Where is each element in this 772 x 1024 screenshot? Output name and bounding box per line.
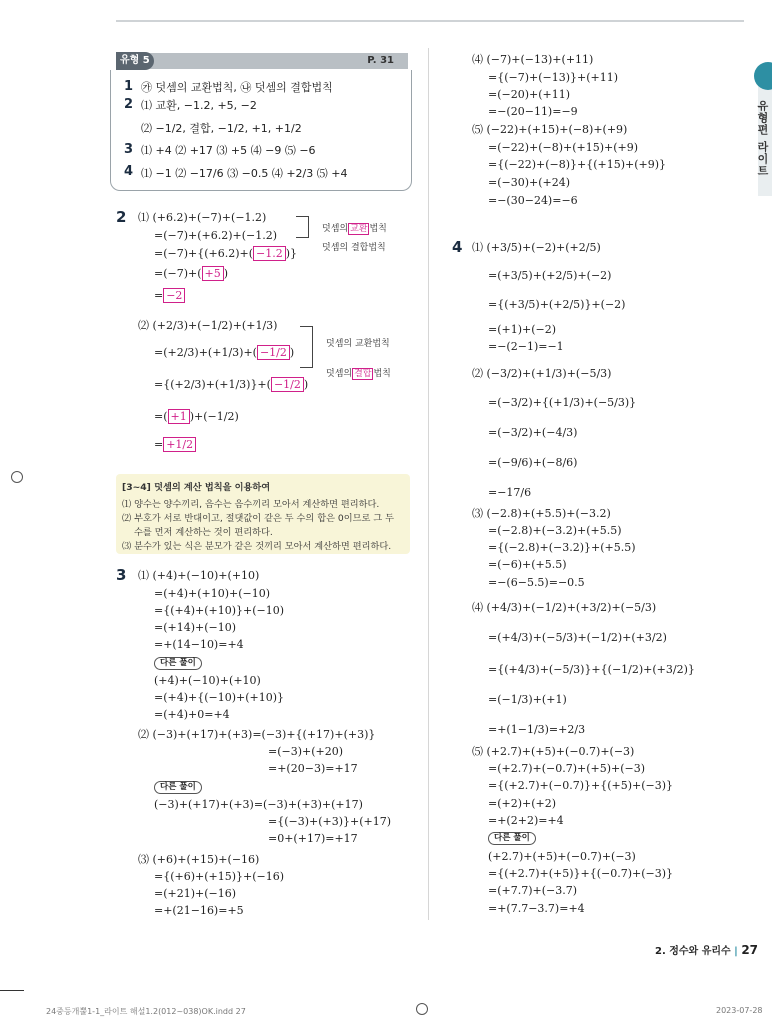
alt-solution-badge: 다른 풀이 <box>488 832 536 845</box>
blank-box: +1/2 <box>163 437 196 452</box>
p2-1-line-1: ⑴ (+6.2)+(−7)+(−1.2) <box>138 211 267 224</box>
alt-solution-badge: 다른 풀이 <box>154 781 202 794</box>
q4-1-line-4: =(+1)+(−2) <box>488 323 557 336</box>
q4-3-line-2: =(−2.8)+(−3.2)+(+5.5) <box>488 524 622 537</box>
q4-2-line-1: ⑵ (−3/2)+(+1/3)+(−5/3) <box>472 367 612 380</box>
p2-1-line-2: =(−7)+(+6.2)+(−1.2) <box>154 229 278 242</box>
q4-2-line-3: =(−3/2)+(−4/3) <box>488 426 578 439</box>
blank-box: −2 <box>163 288 185 303</box>
r5-line-2: =(−22)+(−8)+(+15)+(+9) <box>488 141 639 154</box>
q4-4-line-2: =(+4/3)+(−5/3)+(−1/2)+(+3/2) <box>488 631 667 644</box>
top-rule <box>116 20 744 22</box>
q4-5b-line-1: (+2.7)+(+5)+(−0.7)+(−3) <box>488 850 636 863</box>
r4-line-3: =(−20)+(+11) <box>488 88 571 101</box>
summary-q3-text: ⑴ +4 ⑵ +17 ⑶ +5 ⑷ −9 ⑸ −6 <box>141 144 316 157</box>
q4-1-line-5: =−(2−1)=−1 <box>488 340 564 353</box>
summary-q3-number: 3 <box>124 142 134 157</box>
p3-1-line-4: =(+14)+(−10) <box>154 621 237 634</box>
q4-3-line-4: =(−6)+(+5.5) <box>488 558 567 571</box>
p2-2-line-3: ={(+2/3)+(+1/3)}+( −1/2 ) <box>154 378 309 391</box>
p3-2b-line-3: =0+(+17)=+17 <box>268 832 358 845</box>
alt-solution-badge: 다른 풀이 <box>154 657 202 670</box>
side-tab-marker <box>754 62 772 90</box>
summary-q2-number: 2 <box>124 97 134 112</box>
q4-5b-line-2: ={(+2.7)+(+5)}+{(−0.7)+(−3)} <box>488 867 674 880</box>
r5-line-1: ⑸ (−22)+(+15)+(−8)+(+9) <box>472 123 628 136</box>
problem-4-number: 4 <box>452 238 463 256</box>
note-associative-law: 덧셈의 결합법칙 <box>322 243 386 253</box>
p2-2-line-1: ⑵ (+2/3)+(−1/2)+(+1/3) <box>138 319 278 332</box>
q4-2-line-2: =(−3/2)+{(+1/3)+(−5/3)} <box>488 396 637 409</box>
note-associative-law-2: 덧셈의 결합 법칙 <box>326 369 391 379</box>
type-header-bar <box>116 53 408 69</box>
r4-line-2: ={(−7)+(−13)}+(+11) <box>488 71 619 84</box>
p3-2-line-2: =(−3)+(+20) <box>268 745 344 758</box>
q4-2-line-4: =(−9/6)+(−8/6) <box>488 456 578 469</box>
p3-1b-line-3: =(+4)+0=+4 <box>154 708 230 721</box>
blank-box: +1 <box>168 409 190 424</box>
r5-line-3: ={(−22)+(−8)}+{(+15)+(+9)} <box>488 158 667 171</box>
tip-title: [3~4] 덧셈의 계산 법칙을 이용하여 <box>122 482 271 493</box>
summary-q2a-text: ⑴ 교환, −1.2, +5, −2 <box>141 99 257 112</box>
p3-1-line-3: ={(+4)+(+10)}+(−10) <box>154 604 285 617</box>
type-label: 유형 5 <box>116 52 154 70</box>
p3-3-line-2: ={(+6)+(+15)}+(−16) <box>154 870 285 883</box>
q4-5-line-3: ={(+2.7)+(−0.7)}+{(+5)+(−3)} <box>488 779 674 792</box>
r4-line-4: =−(20−11)=−9 <box>488 105 578 118</box>
blank-box: −1.2 <box>253 246 286 261</box>
p2-2-line-2: =(+2/3)+(+1/3)+( −1/2 ) <box>154 346 295 359</box>
p3-1b-line-1: (+4)+(−10)+(+10) <box>154 674 261 687</box>
problem-3-number: 3 <box>116 566 127 584</box>
q4-1-line-3: ={(+3/5)+(+2/5)}+(−2) <box>488 298 626 311</box>
q4-4-line-5: =+(1−1/3)=+2/3 <box>488 723 586 736</box>
side-tab-label: 유형편 라이트 <box>756 100 769 177</box>
q4-1-line-2: =(+3/5)+(+2/5)+(−2) <box>488 269 612 282</box>
file-name: 24중등개뿔1-1_라이트 해설1.2(012~038)OK.indd 27 <box>46 1007 246 1016</box>
r5-line-5: =−(30−24)=−6 <box>488 194 578 207</box>
tip-item-2: ⑵ 부호가 서로 반대이고, 절댓값이 같은 두 수의 합은 0이므로 그 두 <box>122 513 394 524</box>
summary-q2b-text: ⑵ −1/2, 결합, −1/2, +1, +1/2 <box>141 122 302 135</box>
r4-line-1: ⑷ (−7)+(−13)+(+11) <box>472 53 594 66</box>
registration-mark-icon <box>416 1003 428 1015</box>
q4-5-line-2: =(+2.7)+(−0.7)+(+5)+(−3) <box>488 762 646 775</box>
column-divider <box>428 48 429 920</box>
note-bracket <box>296 216 309 238</box>
p3-1-line-5: =+(14−10)=+4 <box>154 638 244 651</box>
blank-box: −1/2 <box>257 345 290 360</box>
p3-2-line-1: ⑵ (−3)+(+17)+(+3)=(−3)+{(+17)+(+3)} <box>138 728 376 741</box>
print-date: 2023-07-28 <box>716 1006 763 1015</box>
tip-item-2-cont: 수를 먼저 계산하는 것이 편리하다. <box>134 527 273 538</box>
p2-1-line-3: =(−7)+{(+6.2)+( −1.2 )} <box>154 247 298 260</box>
note-commutative-law-2: 덧셈의 교환법칙 <box>326 339 390 349</box>
q4-5-line-4: =(+2)+(+2) <box>488 797 557 810</box>
summary-q4-number: 4 <box>124 164 134 179</box>
q4-5-line-1: ⑸ (+2.7)+(+5)+(−0.7)+(−3) <box>472 745 635 758</box>
crop-mark <box>0 990 24 991</box>
q4-5b-line-3: =(+7.7)+(−3.7) <box>488 884 578 897</box>
p3-3-line-4: =+(21−16)=+5 <box>154 904 244 917</box>
p3-3-line-1: ⑶ (+6)+(+15)+(−16) <box>138 853 260 866</box>
q4-4-line-4: =(−1/3)+(+1) <box>488 693 567 706</box>
p2-2-line-4: =( +1 )+(−1/2) <box>154 410 239 423</box>
q4-5b-line-4: =+(7.7−3.7)=+4 <box>488 902 585 915</box>
q4-3-line-3: ={(−2.8)+(−3.2)}+(+5.5) <box>488 541 636 554</box>
p2-2-line-5: = +1/2 <box>154 437 196 453</box>
page-reference: P. 31 <box>367 55 394 66</box>
summary-q1-text: ㉮ 덧셈의 교환법칙, ㉯ 덧셈의 결합법칙 <box>141 81 333 94</box>
q4-5-line-5: =+(2+2)=+4 <box>488 814 564 827</box>
p3-2-line-3: =+(20−3)=+17 <box>268 762 358 775</box>
p3-1b-line-2: =(+4)+{(−10)+(+10)} <box>154 691 285 704</box>
summary-q1-number: 1 <box>124 79 134 94</box>
q4-3-line-5: =−(6−5.5)=−0.5 <box>488 576 585 589</box>
q4-3-line-1: ⑶ (−2.8)+(+5.5)+(−3.2) <box>472 507 611 520</box>
p3-3-line-3: =(+21)+(−16) <box>154 887 237 900</box>
blank-box: −1/2 <box>271 377 304 392</box>
p2-1-line-5: = −2 <box>154 288 185 304</box>
q4-4-line-3: ={(+4/3)+(−5/3)}+{(−1/2)+(+3/2)} <box>488 663 695 676</box>
p2-1-line-4: =(−7)+( +5 ) <box>154 267 229 280</box>
r5-line-4: =(−30)+(+24) <box>488 176 571 189</box>
note-commutative-law: 덧셈의 교환 법칙 <box>322 224 387 234</box>
note-bracket <box>300 326 313 368</box>
tip-item-1: ⑴ 양수는 양수끼리, 음수는 음수끼리 모아서 계산하면 편리하다. <box>122 499 380 510</box>
q4-4-line-1: ⑷ (+4/3)+(−1/2)+(+3/2)+(−5/3) <box>472 601 657 614</box>
p3-1-line-1: ⑴ (+4)+(−10)+(+10) <box>138 569 260 582</box>
summary-q4-text: ⑴ −1 ⑵ −17/6 ⑶ −0.5 ⑷ +2/3 ⑸ +4 <box>141 167 348 180</box>
chapter-footer: 2. 정수와 유리수 | 27 <box>655 943 759 957</box>
p3-2b-line-2: ={(−3)+(+3)}+(+17) <box>268 815 392 828</box>
problem-2-number: 2 <box>116 208 127 226</box>
tip-item-3: ⑶ 분수가 있는 식은 분모가 같은 것끼리 모아서 계산하면 편리하다. <box>122 541 392 552</box>
p3-1-line-2: =(+4)+(+10)+(−10) <box>154 587 271 600</box>
registration-mark-icon <box>11 471 23 483</box>
q4-1-line-1: ⑴ (+3/5)+(−2)+(+2/5) <box>472 241 601 254</box>
p3-2b-line-1: (−3)+(+17)+(+3)=(−3)+(+3)+(+17) <box>154 798 363 811</box>
blank-box: +5 <box>202 266 224 281</box>
q4-2-line-5: =−17/6 <box>488 486 532 499</box>
